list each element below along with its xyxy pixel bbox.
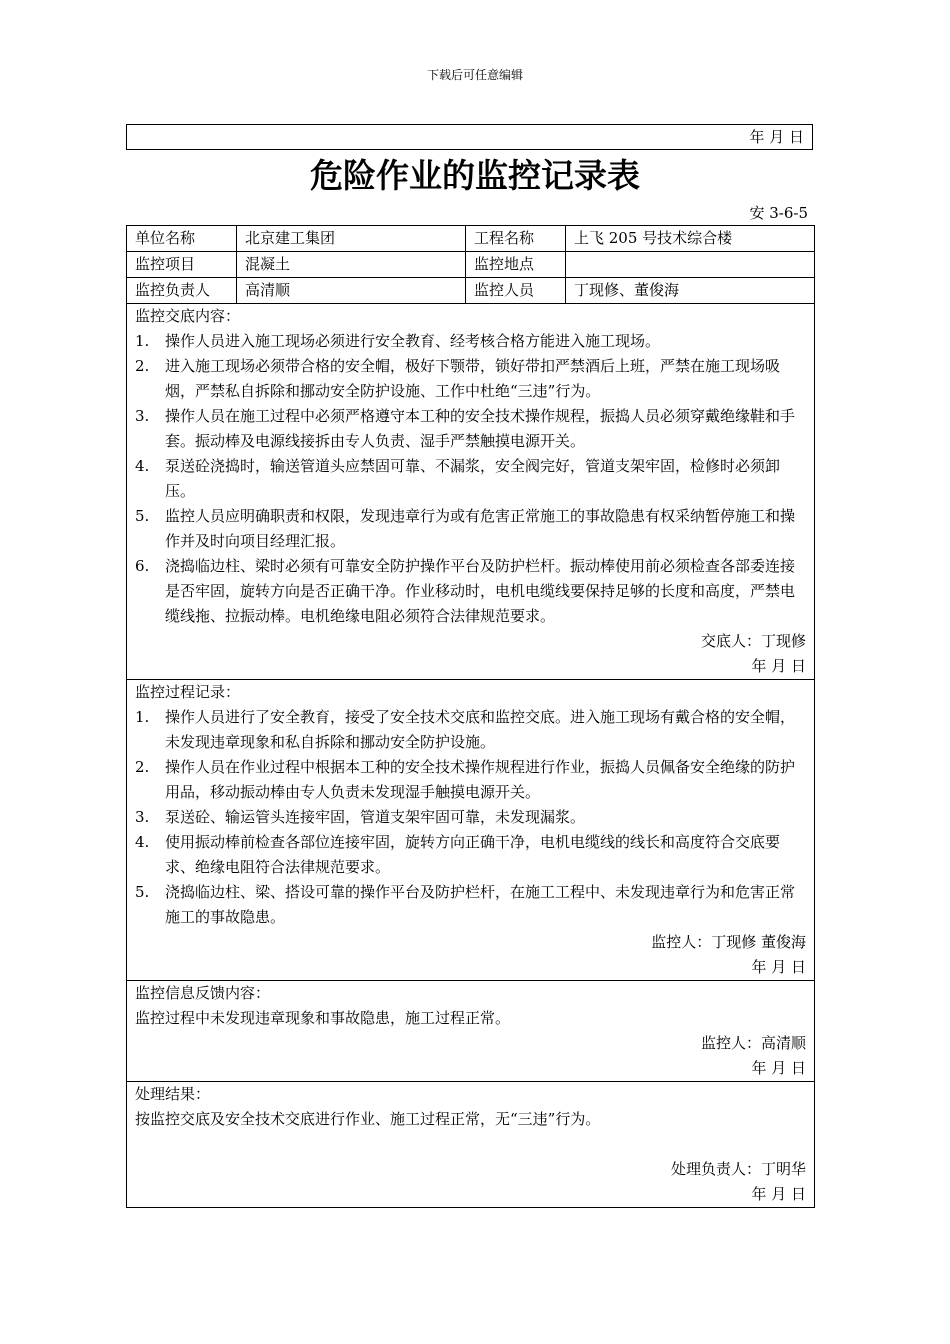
handover-signer: 交底人：丁现修 <box>700 632 806 650</box>
project-value: 上飞 205 号技术综合楼 <box>566 226 815 252</box>
item-number: 3. <box>135 808 150 826</box>
process-signer: 监控人：丁现修 董俊海 <box>651 933 806 951</box>
list-item <box>135 805 806 830</box>
unit-value: 北京建工集团 <box>237 226 466 252</box>
list-item <box>135 354 806 404</box>
result-text: 按监控交底及安全技术交底进行作业、施工过程正常，无“三违”行为。 <box>135 1110 601 1128</box>
list-item <box>135 554 806 629</box>
item-value: 混凝土 <box>237 252 466 278</box>
top-date: 年 月 日 <box>749 128 804 146</box>
location-label: 监控地点 <box>466 252 566 278</box>
item-text: 监控人员应明确职责和权限，发现违章行为或有危害正常施工的事故隐患有权采纳暂停施工和操作并及时向项目经理汇报。 <box>165 507 796 550</box>
item-text: 浇捣临边柱、梁、搭设可靠的操作平台及防护栏杆，在施工工程中、未发现违章行为和危害正常施工的事故隐患。 <box>165 883 796 926</box>
list-item <box>135 329 806 354</box>
feedback-section <box>127 981 815 1082</box>
item-label: 监控项目 <box>127 252 237 278</box>
process-cell <box>127 680 815 981</box>
handover-cell <box>127 304 815 680</box>
result-spacer <box>135 1132 806 1157</box>
unit-label: 单位名称 <box>127 226 237 252</box>
record-table <box>126 225 815 1208</box>
leader-value: 高清顺 <box>237 278 466 304</box>
item-text: 浇捣临边柱、梁时必须有可靠安全防护操作平台及防护栏杆。振动棒使用前必须检查各部委连接是否牢固，旋转方向是否正确干净。作业移动时，电机电缆线要保持足够的长度和高度，严禁电缆线拖、拉振动棒。电机绝缘电阻必须符合法律规范要求。 <box>165 557 796 625</box>
item-number: 2. <box>135 357 150 375</box>
list-item <box>135 755 806 805</box>
project-label: 工程名称 <box>466 226 566 252</box>
item-number: 1. <box>135 708 150 726</box>
result-date: 年 月 日 <box>751 1185 806 1203</box>
page-title: 危险作业的监控记录表 <box>310 156 640 195</box>
list-item <box>135 705 806 755</box>
list-item <box>135 880 806 930</box>
info-row-leader <box>127 278 815 304</box>
item-number: 6. <box>135 557 150 575</box>
info-row-unit <box>127 226 815 252</box>
handover-heading: 监控交底内容： <box>135 307 241 325</box>
staff-value: 丁现修、董俊海 <box>566 278 815 304</box>
result-signer: 处理负责人：丁明华 <box>670 1160 806 1178</box>
info-row-item <box>127 252 815 278</box>
list-item <box>135 404 806 454</box>
feedback-text: 监控过程中未发现违章现象和事故隐患，施工过程正常。 <box>135 1009 511 1027</box>
process-heading: 监控过程记录： <box>135 683 241 701</box>
item-text: 操作人员在施工过程中必须严格遵守本工种的安全技术操作规程，振捣人员必须穿戴绝缘鞋和手套。振动棒及电源线接拆由专人负责、湿手严禁触摸电源开关。 <box>165 407 796 450</box>
item-text: 进入施工现场必须带合格的安全帽，极好下颚带，锁好带扣严禁酒后上班，严禁在施工现场吸烟，严禁私自拆除和挪动安全防护设施、工作中杜绝“三违”行为。 <box>165 357 781 400</box>
process-date: 年 月 日 <box>751 958 806 976</box>
item-text: 泵送砼、输运管头连接牢固，管道支架牢固可靠，未发现漏浆。 <box>165 808 586 826</box>
item-number: 4. <box>135 833 150 851</box>
item-text: 操作人员进入施工现场必须进行安全教育、经考核合格方能进入施工现场。 <box>165 332 661 350</box>
form-code: 安 3-6-5 <box>749 204 808 222</box>
list-item <box>135 454 806 504</box>
item-number: 4. <box>135 457 150 475</box>
list-item <box>135 504 806 554</box>
process-list <box>135 705 806 930</box>
feedback-cell <box>127 981 815 1082</box>
item-number: 3. <box>135 407 150 425</box>
handover-list <box>135 329 806 629</box>
staff-label: 监控人员 <box>466 278 566 304</box>
list-item <box>135 830 806 880</box>
result-heading: 处理结果： <box>135 1085 211 1103</box>
item-number: 1. <box>135 332 150 350</box>
item-number: 2. <box>135 758 150 776</box>
header-note: 下载后可任意编辑 <box>426 68 523 82</box>
feedback-heading: 监控信息反馈内容： <box>135 984 271 1002</box>
process-section <box>127 680 815 981</box>
feedback-signer: 监控人：高清顺 <box>700 1034 806 1052</box>
item-text: 使用振动棒前检查各部位连接牢固，旋转方向正确干净，电机电缆线的线长和高度符合交底要求、绝缘电阻符合法律规范要求。 <box>165 833 781 876</box>
item-number: 5. <box>135 507 150 525</box>
handover-date: 年 月 日 <box>751 657 806 675</box>
item-text: 操作人员进行了安全教育，接受了安全技术交底和监控交底。进入施工现场有戴合格的安全帽，未发现违章现象和私自拆除和挪动安全防护设施。 <box>165 708 796 751</box>
leader-label: 监控负责人 <box>127 278 237 304</box>
result-cell <box>127 1082 815 1208</box>
item-text: 操作人员在作业过程中根据本工种的安全技术操作规程进行作业，振捣人员佩备安全绝缘的防护用品，移动振动棒由专人负责未发现湿手触摸电源开关。 <box>165 758 796 801</box>
item-text: 泵送砼浇捣时，输送管道头应禁固可靠、不漏浆，安全阀完好，管道支架牢固，检修时必须卸压。 <box>165 457 781 500</box>
top-date-box <box>126 124 813 150</box>
handover-section <box>127 304 815 680</box>
result-section <box>127 1082 815 1208</box>
feedback-date: 年 月 日 <box>751 1059 806 1077</box>
item-number: 5. <box>135 883 150 901</box>
location-value <box>566 252 815 278</box>
